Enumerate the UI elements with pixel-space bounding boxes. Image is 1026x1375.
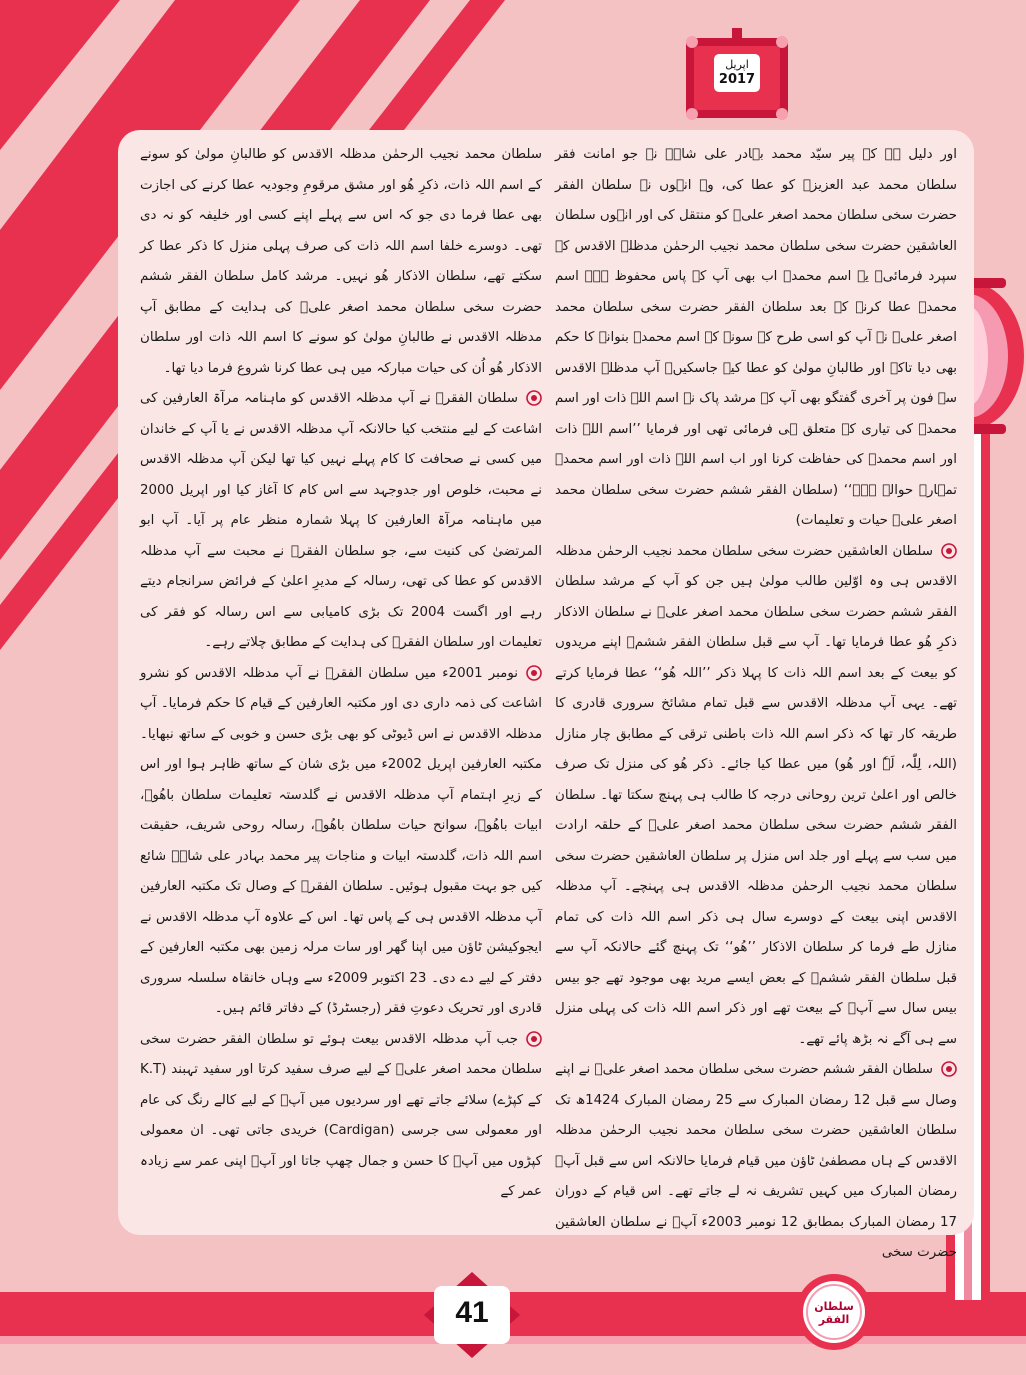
- paragraph: سلطان محمد نجیب الرحمٰن مدظلہ الاقدس کو طالبانِ مولیٰ کو سونے کے اسم اللہ ذات، ذکرِ ھُو اور مشق مرقومِ وجودیہ عطا کرنے کی اجازت بھی عطا فرما دی جو کہ اس سے پہلے اپنے کسی اور خلیفہ کو نہ دی تھی۔ دوسرے خلفا اسم اللہ ذات کی صرف پہلی منزل کا ذکر عطا کر سکتے تھے، سلطان الاذکار ھُو نہیں۔ مرشد کامل سلطان الفقر ششم حضرت سخی سلطان محمد اصغر علیؒ کی ہدایت کے مطابق آپ مدظلہ الاقدس نے طالبانِ مولیٰ کو سونے کا اسم اللہ ذات اور سلطان الاذکار ھُو اُن کی حیات مبارکہ میں ہی عطا کرنا شروع فرما دیا تھا۔: [140, 147, 542, 376]
- magazine-seal-text: سلطان الفقر: [814, 1300, 854, 1326]
- flower-bullet-icon: [941, 1061, 957, 1077]
- bullet-text: سلطان الفقرؒ نے آپ مدظلہ الاقدس کو ماہنامہ مرآۃ العارفین کی اشاعت کے لیے منتخب کیا حالانکہ آپ مدظلہ الاقدس نے یا آپ کے خاندان میں کسی نے صحافت کا کام پہلے نہیں کیا تھا لیکن آپ مدظلہ الاقدس نے محبت، خلوص اور جدوجہد سے اس کام کا آغاز کیا اور اپریل 2000 میں ماہنامہ مرآۃ العارفین کا پہلا شمارہ منظر عام پر آیا۔ آپ ابو المرتضیٰ کی کنیت سے، جو سلطان الفقرؒ نے محبت سے آپ مدظلہ الاقدس کو عطا کی تھی، رسالہ کے مدیرِ اعلیٰ کے فرائض سرانجام دیتے رہے اور اگست 2004 تک بڑی کامیابی سے اس رسالہ کو فقر کی تعلیمات اور سلطان الفقرؒ کی ہدایت کے مطابق چلاتے رہے۔: [140, 391, 542, 650]
- bullet-item: [555, 1055, 957, 1269]
- flower-bullet-icon: [941, 543, 957, 559]
- bullet-text: جب آپ مدظلہ الاقدس بیعت ہوئے تو سلطان الفقر حضرت سخی سلطان محمد اصغر علیؒ کے لیے صرف سفید کرتا اور سفید تہبند (K.T کے کپڑے) سلائے جاتے تھے اور سردیوں میں آپؒ کے لیے کالے رنگ کی عام اور معمولی سی جرسی (Cardigan) خریدی جاتی تھی۔ ان معمولی کپڑوں میں آپؒ کا حسن و جمال چھپ جاتا اور آپؒ اپنی عمر سے زیادہ عمر کے: [140, 1031, 542, 1199]
- flower-bullet-icon: [526, 390, 542, 406]
- issue-year: 2017: [718, 72, 756, 87]
- paragraph: اور دلیل ہے کہ پیر سیّد محمد بہادر علی شاہؒ نے جو امانت فقر سلطان محمد عبد العزیزؒ کو عطا کی، وہ انہوں نے سلطان الفقر حضرت سخی سلطان محمد اصغر علیؒ کو منتقل کی اور انہوں سلطان العاشقین حضرت سخی سلطان محمد نجیب الرحمٰن مدظلہ الاقدس کے سپرد فرمائی۔ یہ اسم محمدؐ اب بھی آپ کے پاس محفوظ ہے۔ اسم محمدؐ عطا کرنے کے بعد سلطان الفقر حضرت سخی سلطان محمد اصغر علیؒ نے آپ کو اسی طرح کے سونے کے اسم محمدؐ بنوانے کا حکم بھی دیا تاکہ اور طالبانِ مولیٰ کو عطا کیے جاسکیں۔ آپ مدظلہ الاقدس سے فون پر آخری گفتگو بھی آپ کے مرشد پاک نے اسم اللہ ذات اور اسم محمدؐ کی تیاری کے متعلق ہی فرمائی تھی اور فرمایا ’’اسم اللہ ذات اور اسم محمدؐ کی حفاظت کرنا اور اب اسم اللہ ذات اور اسم محمدؐ تمہارے حوالے ہے۔‘‘ (سلطان الفقر ششم حضرت سخی سلطان محمد اصغر علیؒ حیات و تعلیمات): [555, 147, 957, 528]
- bullet-text: سلطان العاشقین حضرت سخی سلطان محمد نجیب الرحمٰن مدظلہ الاقدس ہی وہ اوّلین طالب مولیٰ ہیں جن کو آپ کے مرشد سلطان الفقر ششم حضرت سخی سلطان محمد اصغر علیؒ نے سلطان الاذکار ذکرِ ھُو عطا فرمایا تھا۔ آپ سے قبل سلطان الفقر ششمؒ اپنے مریدوں کو بیعت کے بعد اسم اللہ ذات کا پہلا ذکر ’’اللہ ھُو‘‘ عطا فرمایا کرتے تھے۔ یہی آپ مدظلہ الاقدس سے قبل تمام مشائخ سروری قادری کا طریقہ کار تھا کہ ذکر اسم اللہ ذات باطنی ترقی کے مطابق چار منازل (اللہ، لِلّٰہ، لَہٗ اور ھُو) میں عطا کیا جائے۔ ذکر ھُو کی منزل تک صرف خالص اور اعلیٰ ترین روحانی درجہ کا طالب ہی پہنچ سکتا تھا۔ سلطان الفقر ششم حضرت سخی سلطان محمد اصغر علیؒ کے حلقہ ارادت میں سب سے پہلے اور جلد اس منزل پر سلطان العاشقین حضرت سخی سلطان محمد نجیب الرحمٰن مدظلہ الاقدس ہی پہنچے۔ آپ مدظلہ الاقدس اپنی بیعت کے دوسرے سال ہی ذکر اسم اللہ ذات کی تمام منازل طے فرما کر سلطان الاذکار ’’ھُو‘‘ تک پہنچ گئے حالانکہ آپ سے قبل سلطان الفقر ششمؒ کے بعض ایسے مرید بھی موجود تھے جو بیس بیس سال سے آپؒ کے بیعت تھے اور ذکر اسم اللہ ذات کی پہلی منزل سے ہی آگے نہ بڑھ پائے تھے۔: [555, 543, 957, 1047]
- left-column: [140, 140, 542, 1230]
- page-number: 41: [455, 1296, 489, 1329]
- bullet-item: [140, 1025, 542, 1208]
- right-column: [555, 140, 957, 1260]
- bullet-item: [140, 384, 542, 659]
- flower-bullet-icon: [526, 1031, 542, 1047]
- flower-bullet-icon: [526, 665, 542, 681]
- issue-month: اپریل: [725, 58, 749, 71]
- bullet-text: سلطان الفقر ششم حضرت سخی سلطان محمد اصغر علیؒ نے اپنے وصال سے قبل 12 رمضان المبارک سے 25 رمضان المبارک 1424ھ تک سلطان العاشقین حضرت سخی سلطان محمد نجیب الرحمٰن مدظلہ الاقدس کے ہاں مصطفیٰ ٹاؤن میں قیام فرمایا حالانکہ اس سے قبل آپؒ رمضان المبارک میں کہیں تشریف نہ لے جاتے تھے۔ اس قیام کے دوران 17 رمضان المبارک بمطابق 12 نومبر 2003ء آپؒ نے سلطان العاشقین حضرت سخی: [555, 1062, 957, 1260]
- bullet-item: [140, 659, 542, 1025]
- issue-date: [714, 54, 760, 92]
- bullet-item: [555, 537, 957, 1056]
- bullet-text: نومبر 2001ء میں سلطان الفقرؒ نے آپ مدظلہ الاقدس کو نشرو اشاعت کی ذمہ داری دی اور مکتبہ العارفین کے قیام کا حکم فرمایا۔ آپ مدظلہ الاقدس نے اس ڈیوٹی کو بھی بڑی حسن و خوبی کے ساتھ نبھایا۔ مکتبہ العارفین اپریل 2002ء میں بڑی شان کے ساتھ ظاہر ہوا اور اس کے زیرِ اہتمام آپ مدظلہ الاقدس نے گلدستہ تعلیمات سلطان باھُوؒ، ابیات باھُوؒ، سوانح حیات سلطان باھُوؒ، رسالہ روحی شریف، حقیقت اسم اللہ ذات، گلدستہ ابیات و مناجات پیر محمد بہادر علی شاہؒ شائع کیں جو بہت مقبول ہوئیں۔ سلطان الفقرؒ کے وصال تک مکتبہ العارفین آپ مدظلہ الاقدس ہی کے پاس تھا۔ اس کے علاوہ آپ مدظلہ الاقدس نے ایجوکیشن ٹاؤن میں اپنا گھر اور سات مرلہ زمین بھی مکتبہ العارفین کے دفتر کے لیے دے دی۔ 23 اکتوبر 2009ء سے وہاں خانقاہ سلسلہ سروری قادری اور تحریک دعوتِ فقر (رجسٹرڈ) کے دفاتر قائم ہیں۔: [140, 665, 542, 1016]
